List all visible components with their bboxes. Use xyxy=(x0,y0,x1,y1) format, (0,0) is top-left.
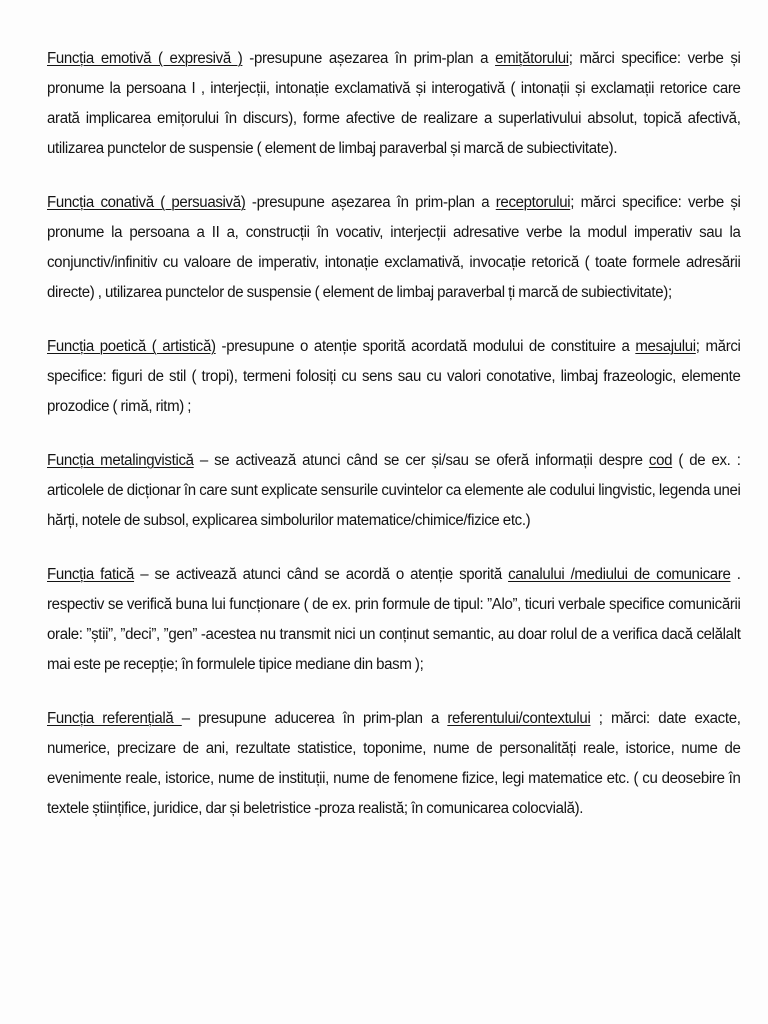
paragraph-text: – presupune aducerea în prim-plan a xyxy=(181,710,448,727)
paragraph-keyword: receptorului xyxy=(495,194,571,211)
paragraph-keyword: mesajului xyxy=(635,338,696,355)
paragraph-metalinguistic-function xyxy=(47,446,741,536)
paragraph-phatic-function xyxy=(47,560,741,680)
paragraph-text: -presupune așezarea în prim-plan a xyxy=(242,50,496,67)
paragraph-text: – se activează atunci când se acordă o atenție sporită xyxy=(134,566,509,583)
paragraph-poetic-function xyxy=(47,332,741,422)
paragraph-text: . respectiv se verifică buna lui funcționare ( de ex. prin formule de tipul: ”Alo”, ticuri verbale specifice comunicării orale: ”știi”, ”deci”, ”gen” -acestea nu transmit nici un conținut semantic, au doar rolul de a verifica dacă celălalt mai este pe recepție; în formulele tipice mediane din basm ); xyxy=(47,566,741,673)
paragraph-text: ( de ex. : articolele de dicționar în care sunt explicate sensurile cuvintelor ca elemente ale codului lingvistic, legenda unei hărți, notele de subsol, explicarea simbolurilor matematice/chimice/fizice etc.) xyxy=(47,452,741,529)
paragraph-heading: Funcția conativă ( persuasivă) xyxy=(47,194,246,211)
paragraph-text: ; mărci specifice: verbe și pronume la persoana a II a, construcții în vocativ, interjecții adresative verbe la modul imperativ sau la conjunctiv/infinitiv cu valoare de imperativ, intonație exclamativă, invocație retorică ( toate formele adresării directe) , utilizarea punctelor de suspensie ( element de limbaj paraverbal ți marcă de subiectivitate); xyxy=(47,194,741,301)
paragraph-referential-function xyxy=(47,704,741,824)
paragraph-conative-function xyxy=(47,188,741,308)
paragraph-text: -presupune așezarea în prim-plan a xyxy=(245,194,496,211)
paragraph-text: ; mărci: date exacte, numerice, precizare de ani, rezultate statistice, toponime, nume de personalități reale, istorice, nume de evenimente reale, istorice, nume de instituții, nume de fenomene fizice, legi matematice etc. ( cu deosebire în textele științifice, juridice, dar și beletristice -proza realistă; în comunicarea colocvială). xyxy=(47,710,741,817)
paragraph-text: – se activează atunci când se cer și/sau se oferă informații despre xyxy=(193,452,649,469)
paragraph-heading: Funcția emotivă ( expresivă ) xyxy=(47,50,243,67)
paragraph-keyword: cod xyxy=(648,452,673,469)
paragraph-keyword: referentului/contextului xyxy=(447,710,591,727)
paragraph-text: -presupune o atenție sporită acordată modului de constituire a xyxy=(215,338,636,355)
paragraph-emotive-function xyxy=(47,44,741,164)
paragraph-heading: Funcția poetică ( artistică) xyxy=(47,338,216,355)
paragraph-heading: Funcția referențială xyxy=(47,710,182,727)
paragraph-text: ; mărci specifice: verbe și pronume la persoana I , interjecții, intonație exclamativă și interogativă ( intonații și exclamații retorice care arată implicarea emițorului în discurs), forme afective de realizare a superlativului absolut, topică afectivă, utilizarea punctelor de suspensie ( element de limbaj paraverbal și marcă de subiectivitate). xyxy=(47,50,741,157)
paragraph-text: ; mărci specifice: figuri de stil ( tropi), termeni folosiți cu sens sau cu valori conotative, limbaj frazeologic, elemente prozodice ( rimă, ritm) ; xyxy=(47,338,741,415)
paragraph-heading: Funcția metalingvistică xyxy=(47,452,194,469)
paragraph-keyword: emițătorului xyxy=(495,50,569,67)
paragraph-keyword: canalului /mediului de comunicare xyxy=(508,566,731,583)
paragraph-heading: Funcția fatică xyxy=(47,566,135,583)
document-body xyxy=(47,44,741,848)
